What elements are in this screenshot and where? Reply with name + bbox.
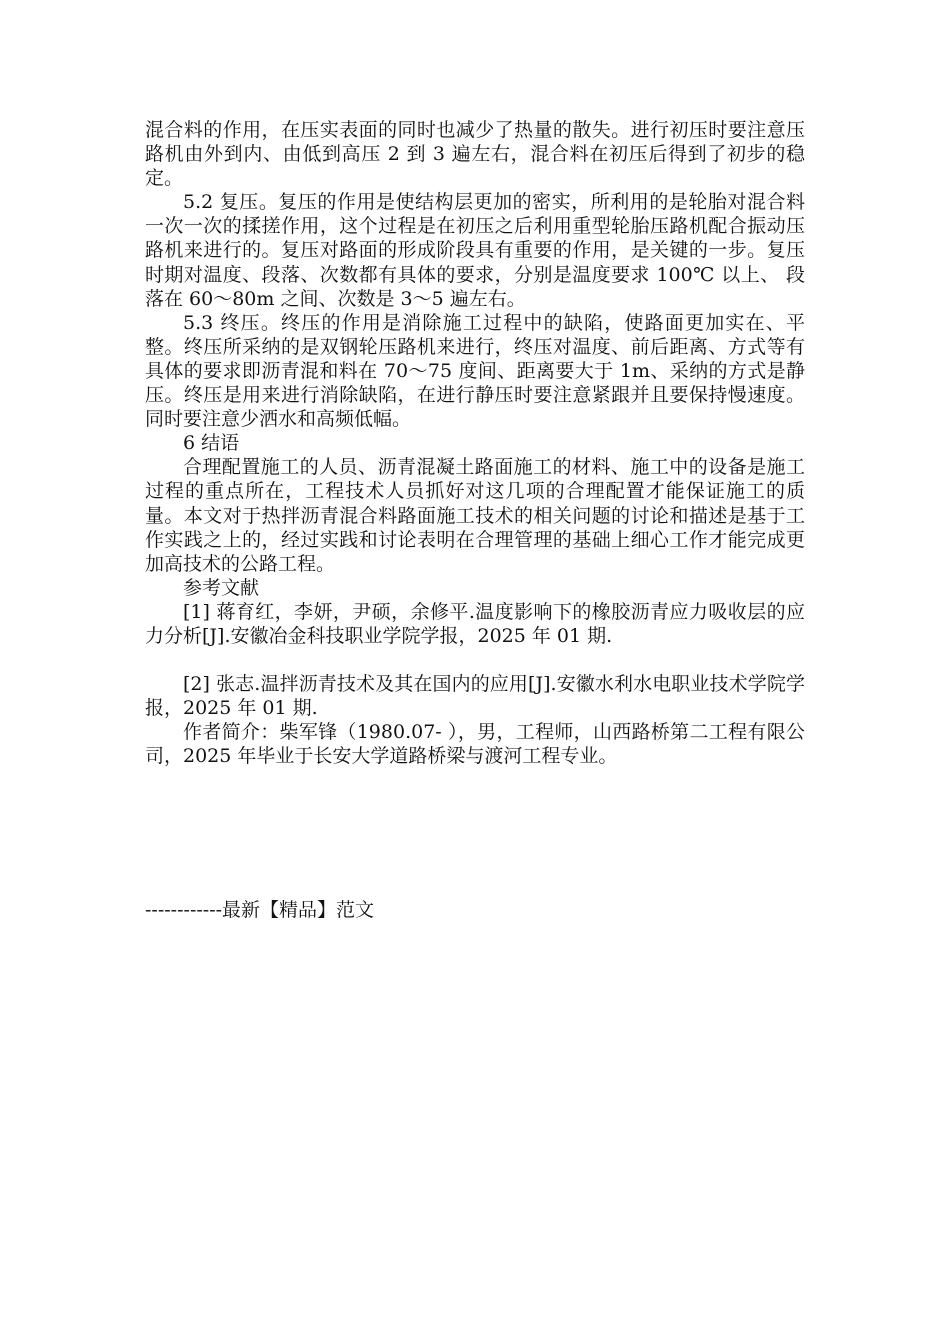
paragraph-conclusion: 合理配置施工的人员、沥青混凝土路面施工的材料、施工中的设备是施工过程的重点所在，工程技术人员抓好对这几项的合理配置才能保证施工的质量。本文对于热拌沥青混合料路面施工技术的相关问题的讨论和描述是基于工作实践之上的，经过实践和讨论表明在合理管理的基础上细心工作才能完成更加高技术的公路工程。 [145,456,805,575]
footer-text: ------------最新【精品】范文 [145,899,375,921]
references-heading: 参考文献 [183,576,260,599]
paragraph-compaction-final: 5.3 终压。终压的作用是消除施工过程中的缺陷，使路面更加实在、平整。终压所采纳的是双钢轮压路机来进行，终压对温度、前后距离、方式等有具体的要求即沥青混和料在 70～75 度间、距离要大于 1m、采纳的方式是静压。终压是用来进行消除缺陷，在进行静压时要注意紧跟并且要保持慢速度。同时要注意少洒水和高频低幅。 [145,311,805,431]
reference-item-1: [1] 蒋育红，李妍，尹硕，余修平.温度影响下的橡胶沥青应力吸收层的应力分析[J].安徽冶金科技职业学院学报，2025 年 01 期. [145,600,805,647]
section-heading-conclusion: 6 结语 [183,432,240,455]
reference-spacer [145,648,805,672]
document-body [145,118,805,768]
reference-item-2: [2] 张志.温拌沥青技术及其在国内的应用[J].安徽水利水电职业技术学院学报，2025 年 01 期. [145,673,805,720]
paragraph-compaction-secondary: 5.2 复压。复压的作用是使结构层更加的密实，所利用的是轮胎对混合料一次一次的揉搓作用，这个过程是在初压之后利用重型轮胎压路机配合振动压路机来进行的。复压对路面的形成阶段具有重要的作用，是关键的一步。复压时期对温度、段落、次数都有具体的要求，分别是温度要求 100℃ 以上、 段落在 60～80m 之间、次数是 3～5 遍左右。 [145,191,805,310]
author-bio: 作者简介：柴军锋（1980.07- ），男，工程师，山西路桥第二工程有限公司，2025 年毕业于长安大学道路桥梁与渡河工程专业。 [145,721,805,768]
paragraph-compaction-initial: 混合料的作用，在压实表面的同时也减少了热量的散失。进行初压时要注意压路机由外到内、由低到高压 2 到 3 遍左右，混合料在初压后得到了初步的稳定。 [145,119,805,190]
